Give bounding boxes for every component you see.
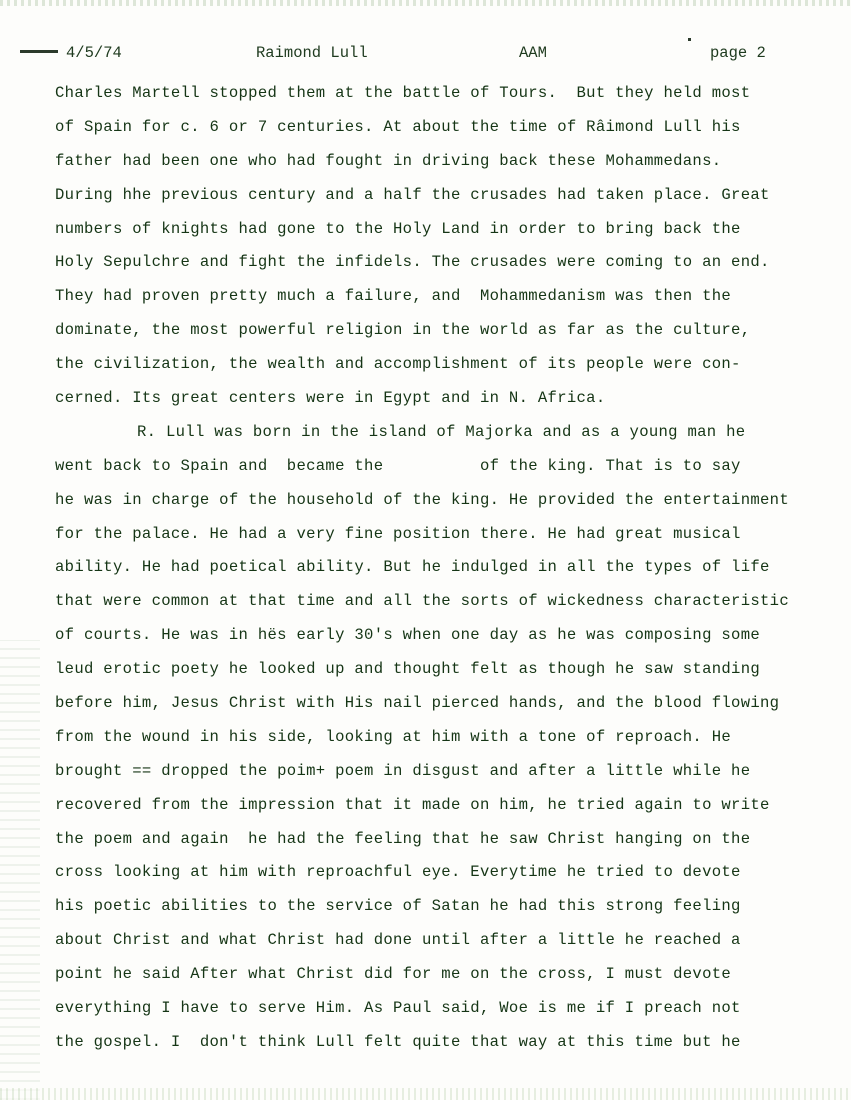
text-line: They had proven pretty much a failure, and Mohammedanism was then the (55, 287, 732, 306)
header-initials: AAM (519, 44, 547, 62)
text-line: that were common at that time and all the sorts of wickedness characteristic (55, 592, 789, 611)
scan-noise-left (0, 640, 40, 1100)
text-line: went back to Spain and became the of the king. That is to say (55, 456, 741, 475)
text-line: father had been one who had fought in driving back these Mohammedans. (55, 151, 722, 170)
text-line: cerned. Its great centers were in Egypt and in N. Africa. (55, 389, 606, 408)
text-line: his poetic abilities to the service of Satan he had this strong feeling (55, 897, 741, 916)
scan-edge-bottom (0, 1088, 851, 1100)
text-line: point he said After what Christ did for me on the cross, I must devote (55, 965, 732, 984)
text-line: During hhe previous century and a half the crusades had taken place. Great (55, 185, 770, 204)
typed-body-text (55, 77, 835, 1060)
header-date: 4/5/74 (66, 44, 122, 62)
text-line: brought == dropped the poim+ poem in disgust and after a little while he (55, 761, 751, 780)
text-line: cross looking at him with reproachful eye. Everytime he tried to devote (55, 863, 741, 882)
text-line: leud erotic poety he looked up and thought felt as though he saw standing (55, 660, 761, 679)
text-line: from the wound in his side, looking at him with a tone of reproach. He (55, 727, 732, 746)
text-line: before him, Jesus Christ with His nail pierced hands, and the blood flowing (55, 694, 780, 713)
text-line: about Christ and what Christ had done until after a little he reached a (55, 931, 741, 950)
text-line: everything I have to serve Him. As Paul said, Woe is me if I preach not (55, 999, 741, 1018)
text-line: for the palace. He had a very fine position there. He had great musical (55, 524, 741, 543)
header-title: Raimond Lull (256, 44, 368, 62)
text-line: Holy Sepulchre and fight the infidels. The crusades were coming to an end. (55, 253, 770, 272)
header-page-number: page 2 (710, 44, 766, 62)
text-line: the civilization, the wealth and accomplishment of its people were con- (55, 355, 741, 374)
text-line: ability. He had poetical ability. But he indulged in all the types of life (55, 558, 770, 577)
text-line: of Spain for c. 6 or 7 centuries. At about the time of Râimond Lull his (55, 117, 741, 136)
paragraph-start-line: R. Lull was born in the island of Majorka and as a young man he (137, 422, 746, 441)
text-line: numbers of knights had gone to the Holy Land in order to bring back the (55, 219, 741, 238)
stray-mark (688, 38, 691, 41)
text-line: he was in charge of the household of the king. He provided the entertainment (55, 490, 789, 509)
page-header (0, 44, 851, 64)
text-line: of courts. He was in hës early 30's when one day as he was composing some (55, 626, 761, 645)
text-line: recovered from the impression that it made on him, he tried again to write (55, 795, 770, 814)
text-line: the poem and again he had the feeling that he saw Christ hanging on the (55, 829, 751, 848)
text-line: Charles Martell stopped them at the battle of Tours. But they held most (55, 84, 751, 102)
scan-edge-top (0, 0, 851, 6)
text-line: the gospel. I don't think Lull felt quite that way at this time but he (55, 1032, 741, 1051)
text-line: dominate, the most powerful religion in the world as far as the culture, (55, 321, 751, 340)
